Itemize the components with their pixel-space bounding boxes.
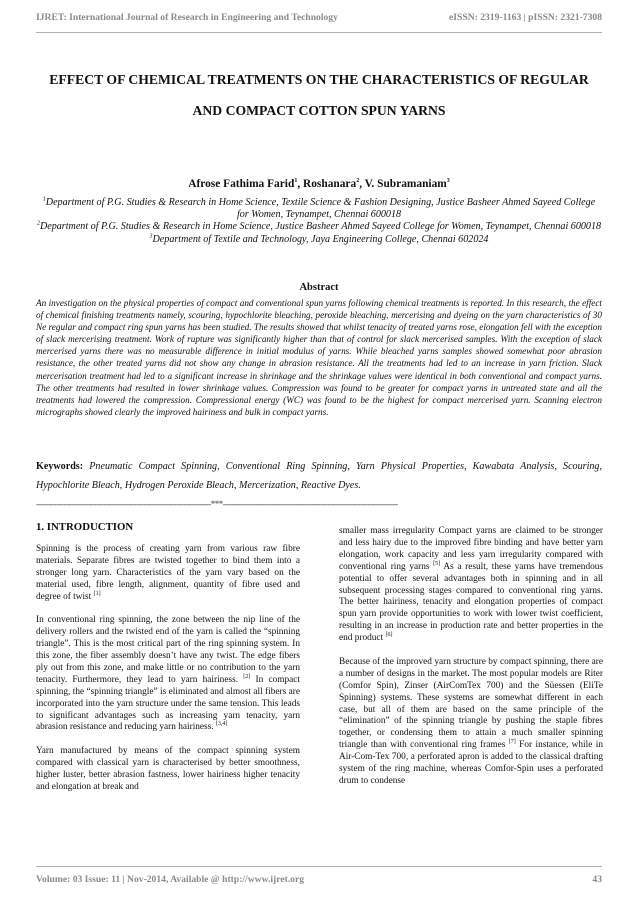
- running-footer: [36, 874, 602, 885]
- paragraph: In conventional ring spinning, the zone between the nip line of the delivery rollers and the twisted end of the yarn is called the “spinning triangle”. This is the most critical part of the ring spinning system. In this zone, the fiber assembly doesn’t have any twist. The edge fibers ply out from this zone, and make little or no contribution to the yarn tenacity. Furthermore, they lead to yarn hairiness. [2] In compact spinning, the “spinning triangle” is eliminated and almost all fibers are incorporated into the yarn structure under the same tension. This leads to significant advantages such as increasing yarn tenacity, yarn abrasion resistance and reducing yarn hairiness. [3,4]: [36, 615, 300, 733]
- paragraph: Yarn manufactured by means of the compact spinning system compared with classical yarn is characterised by better smoothness, higher luster, better abrasion fastness, lower hairiness higher tenacity and elongation at break and: [36, 746, 300, 792]
- abstract-text: An investigation on the physical properties of compact and conventional spun yarns following chemical treatments is reported. In this research, the effect of chemical finishing treatments namely, scouring, hypochlorite bleaching, peroxide bleaching, mercerising and dyeing on the yarn characteristics of 30 Ne regular and compact ring spun yarns has been studied. The results showed that whilst tenacity of treated yarns rose, elongation fell with the exception of slack mercerising treatment. Work of rupture was significantly higher than that of control for slack mercerised samples. With the exception of slack mercerised yarns there was no measurable difference in initial modulus of yarns. While bleached yarns samples showed somewhat poor abrasion resistance, the other treated yarns did not show any change in abrasion resistance. All the treatments had led to an increase in yarn friction. Slack mercerisation treatment had led to a significant increase in shrinkage and the shrinkage values were identical in both conventional and compact yarns. The other treatments had resulted in lower shrinkage values. Compression was found to be greater for compact yarns in untreated state and all the treatments had lowered the compression. Compressional energy (WC) was found to be the highest for compact mercerised yarn. Scanning electron micrographs showed clearly the improved hairiness and bulk in compact yarns.: [36, 298, 602, 417]
- paragraph: smaller mass irregularity Compact yarns are claimed to be stronger and less hairy due to the improved fibre binding and have better yarn elongation, work capacity and less yarn irregularity compared with conventional ring yarns [5] As a result, these yarns have tremendous potential to offer several advantages both in spinning and in all subsequent processing stages compared to conventional ring yarns. The better hairiness, tenacity and elongation properties of compact spun yarn provide opportunities to work with lower twist coefficient, resulting in an increase in production rate and better properties in the end product [6]: [339, 526, 604, 644]
- separator-line: ----------------------------------------------------------------------***----------------------------------------------------------------------: [36, 499, 398, 509]
- journal-name: IJRET: International Journal of Research in Engineering and Technology: [36, 12, 338, 23]
- header-rule: [36, 32, 602, 33]
- authors: Afrose Fathima Farid$^1$, Roshanara$^2$, V. Subramaniam$^3$: [188, 178, 450, 190]
- left-column: [36, 522, 300, 806]
- keywords-text: Pneumatic Compact Spinning, Conventional Ring Spinning, Yarn Physical Properties, Kawabata Analysis, Scouring, Hypochlorite Bleach, Hydrogen Peroxide Bleach, Mercerization, Reactive Dyes.: [36, 461, 602, 491]
- keywords-label: Keywords:: [36, 461, 84, 472]
- affiliations: [36, 197, 602, 246]
- right-column: [339, 526, 603, 800]
- affiliation-2: $^2$Department of P.G. Studies & Research in Home Science, Justice Basheer Ahmed Sayeed College for Women, Teynampet, Chennai 600018: [36, 221, 602, 233]
- keywords: [36, 458, 602, 495]
- volume-info: Volume: 03 Issue: 11 | Nov-2014, Available @ http://www.ijret.org: [36, 874, 305, 885]
- paragraph: Because of the improved yarn structure by compact spinning, there are a number of designs in the market. The most popular models are Riter (Comfor Spin), Zinser (AirComTex 700) and the Süessen (EliTe Spinning) systems. These systems are somewhat different in each case, but all of them are based on the same principle of the “elimination” of the spinning triangle by pushing the staple fibres together, or condensing them to attain a much smaller spinning triangle than with conventional ring frames [7] For instance, while in Air-Com-Tex 700, a perforated apron is added to the classical drafting system of the ring machine, whereas Comfor-Spin uses a perforated drum to condense: [339, 656, 603, 787]
- abstract-heading: Abstract: [299, 282, 339, 293]
- affiliation-1: $^1$Department of P.G. Studies & Research in Home Science, Textile Science & Fashion Designing, Justice Basheer Ahmed Sayeed College for Women, Teynampet, Chennai 600018: [42, 196, 596, 221]
- issn: eISSN: 2319-1163 | pISSN: 2321-7308: [449, 12, 602, 23]
- running-header: [36, 12, 602, 23]
- footer-rule: [36, 866, 602, 867]
- section-heading: 1. INTRODUCTION: [36, 521, 134, 533]
- paragraph: Spinning is the process of creating yarn from various raw fibre materials. Separate fibres are twisted together to bind them into a stronger long yarn. Characteristics of the yarn vary based on the material used, fibre length, alignment, quantity of fibre used and degree of twist [1]: [36, 543, 300, 602]
- paper-title: EFFECT OF CHEMICAL TREATMENTS ON THE CHARACTERISTICS OF REGULAR AND COMPACT COTTON SPUN YARNS: [49, 72, 589, 118]
- affiliation-3: $^3$Department of Textile and Technology, Jaya Engineering College, Chennai 602024: [149, 233, 489, 245]
- page-number: 43: [592, 874, 602, 885]
